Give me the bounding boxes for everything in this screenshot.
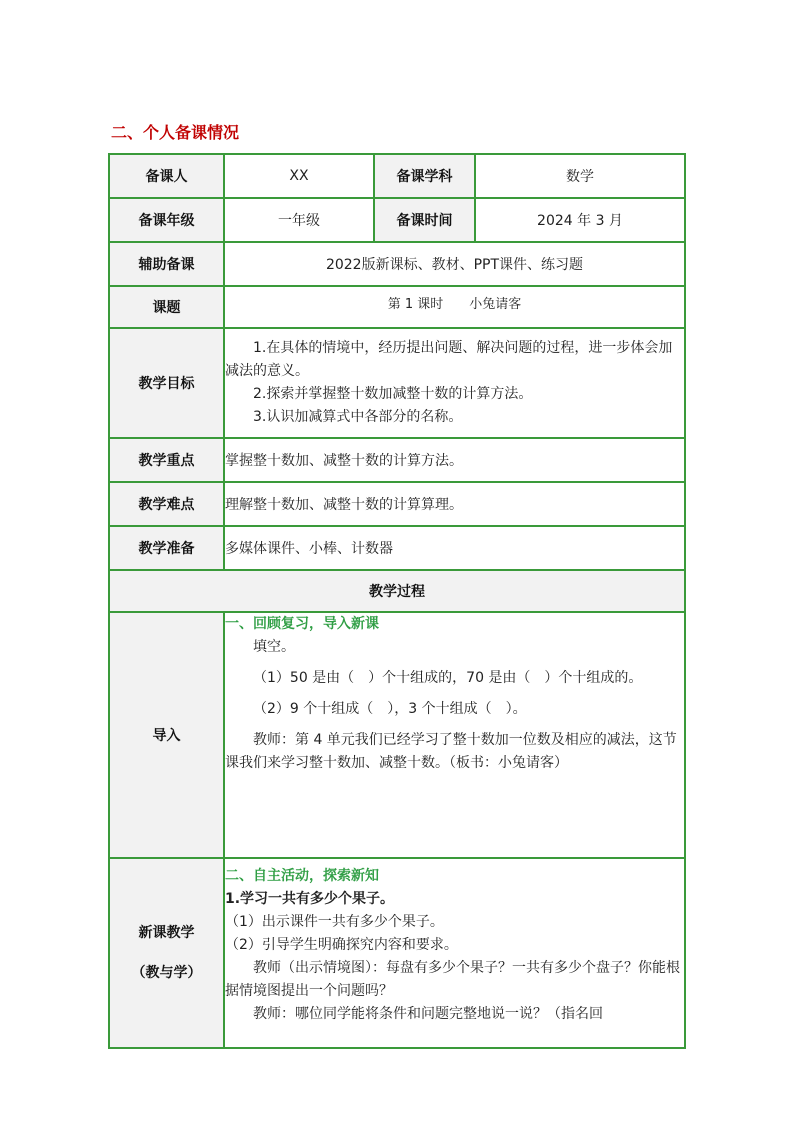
table-row — [109, 482, 685, 526]
subject-label: 备课学科 — [374, 154, 475, 198]
table-row — [109, 858, 685, 1048]
topic-label: 课题 — [109, 286, 224, 328]
section-heading: 二、个人备课情况 — [111, 123, 240, 142]
new-line: 教师（出示情境图）：每盘有多少个果子？一共有多少个盘子？你能根据情境图提出一个问题吗？ — [225, 960, 680, 999]
table-row — [109, 438, 685, 482]
difficulty-label: 教学难点 — [109, 482, 224, 526]
table-row — [109, 154, 685, 198]
grade-value: 一年级 — [224, 198, 374, 242]
prep-label: 教学准备 — [109, 526, 224, 570]
new-line: 教师：哪位同学能将条件和问题完整地说一说？（指名回 — [253, 1006, 603, 1022]
aux-value: 2022版新课标、教材、PPT课件、练习题 — [224, 242, 685, 286]
goal-item: 2.探索并掌握整十数加减整十数的计算方法。 — [253, 386, 533, 402]
new-lesson-label — [109, 858, 224, 1048]
new-heading: 二、自主活动，探索新知 — [225, 868, 379, 884]
preparer-label: 备课人 — [109, 154, 224, 198]
new-lesson-cell — [224, 858, 685, 1048]
time-value: 2024 年 3 月 — [475, 198, 685, 242]
key-value: 掌握整十数加、减整十数的计算方法。 — [224, 438, 685, 482]
table-row — [109, 328, 685, 438]
goal-item: 3.认识加减算式中各部分的名称。 — [253, 409, 463, 425]
process-title: 教学过程 — [109, 570, 685, 612]
table-row — [109, 526, 685, 570]
intro-label: 导入 — [109, 612, 224, 858]
new-line: （2）引导学生明确探究内容和要求。 — [225, 937, 458, 953]
goal-item: 1.在具体的情境中，经历提出问题、解决问题的过程，进一步体会加减法的意义。 — [225, 340, 673, 379]
new-subheading: 1.学习一共有多少个果子。 — [225, 891, 395, 907]
goals-cell — [224, 328, 685, 438]
prep-value: 多媒体课件、小棒、计数器 — [224, 526, 685, 570]
table-row — [109, 286, 685, 328]
new-lesson-label-line: （教与学） — [131, 965, 202, 981]
intro-line: （1）50 是由（ ）个十组成的，70 是由（ ）个十组成的。 — [253, 670, 643, 686]
preparer-value: XX — [224, 154, 374, 198]
intro-line: （2）9 个十组成（ ），3 个十组成（ ）。 — [253, 701, 527, 717]
aux-label: 辅助备课 — [109, 242, 224, 286]
time-label: 备课时间 — [374, 198, 475, 242]
intro-line: 教师：第 4 单元我们已经学习了整十数加一位数及相应的减法，这节课我们来学习整十数加、减整十数。（板书：小兔请客） — [225, 732, 677, 771]
intro-cell — [224, 612, 685, 858]
lesson-plan-table — [108, 153, 686, 1049]
topic-value: 第 1 课时 小兔请客 — [224, 286, 685, 328]
table-row — [109, 198, 685, 242]
difficulty-value: 理解整十数加、减整十数的计算算理。 — [224, 482, 685, 526]
new-lesson-label-line: 新课教学 — [138, 925, 195, 941]
table-row — [109, 570, 685, 612]
subject-value: 数学 — [475, 154, 685, 198]
table-row — [109, 612, 685, 858]
table-row — [109, 242, 685, 286]
goals-label: 教学目标 — [109, 328, 224, 438]
grade-label: 备课年级 — [109, 198, 224, 242]
key-label: 教学重点 — [109, 438, 224, 482]
intro-heading: 一、回顾复习，导入新课 — [225, 616, 379, 632]
new-line: （1）出示课件一共有多少个果子。 — [225, 914, 444, 930]
intro-line: 填空。 — [253, 639, 295, 655]
